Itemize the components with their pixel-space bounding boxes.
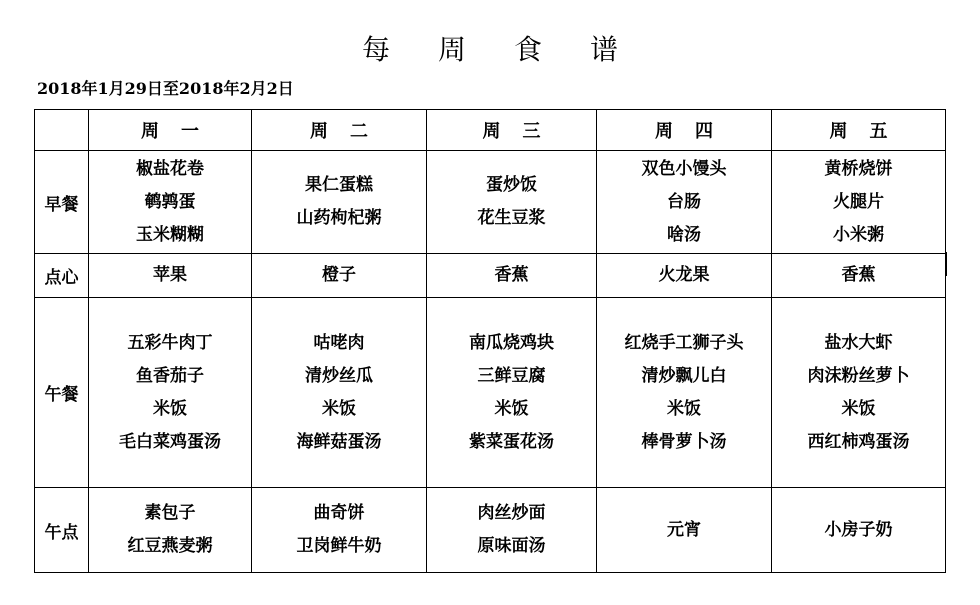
dish-item: 曲奇饼 <box>313 503 365 523</box>
dish-item: 台肠 <box>667 191 701 212</box>
meal-row-breakfast <box>35 151 946 254</box>
dish-item: 苹果 <box>153 265 187 285</box>
dish-item: 米饭 <box>153 398 187 419</box>
dish-item: 椒盐花卷 <box>136 158 204 179</box>
dish-item: 元宵 <box>667 519 701 540</box>
menu-cell <box>597 151 772 254</box>
menu-cell <box>252 254 427 298</box>
dish-item: 肉沫粉丝萝卜 <box>807 365 910 386</box>
day-header-wed: 周三 <box>427 110 597 151</box>
menu-cell <box>772 488 946 573</box>
menu-cell <box>427 488 597 573</box>
dish-item: 果仁蛋糕 <box>305 175 373 195</box>
menu-cell <box>89 254 252 298</box>
dish-item: 黄桥烧饼 <box>824 158 893 179</box>
day-header-mon: 周一 <box>89 110 252 151</box>
dish-item: 肉丝炒面 <box>477 503 546 523</box>
menu-cell <box>597 254 772 298</box>
dish-item: 啥汤 <box>667 224 701 245</box>
meal-row-snack <box>35 254 946 298</box>
dish-item: 鹌鹑蛋 <box>144 191 196 212</box>
cursor-marker <box>945 252 947 276</box>
dish-item: 卫岗鲜牛奶 <box>296 536 382 556</box>
dish-item: 米饭 <box>841 398 876 419</box>
dish-item: 香蕉 <box>494 265 529 285</box>
day-header-thu: 周四 <box>597 110 772 151</box>
menu-cell <box>772 298 946 488</box>
menu-cell <box>89 298 252 488</box>
dish-item: 香蕉 <box>841 265 876 285</box>
menu-cell <box>89 151 252 254</box>
menu-cell <box>89 488 252 573</box>
day-header-fri: 周五 <box>772 110 946 151</box>
menu-cell <box>427 151 597 254</box>
dish-item: 紫菜蛋花汤 <box>469 431 554 452</box>
header-row <box>35 110 946 151</box>
dish-item: 红烧手工狮子头 <box>624 332 744 353</box>
dish-item: 火龙果 <box>658 265 710 285</box>
dish-item: 清炒飘儿白 <box>641 365 727 386</box>
menu-cell <box>772 254 946 298</box>
dish-item: 棒骨萝卜汤 <box>641 431 727 452</box>
dish-item: 鱼香茄子 <box>136 365 204 386</box>
dish-item: 玉米糊糊 <box>136 224 204 245</box>
dish-item: 五彩牛肉丁 <box>127 332 213 353</box>
dish-item: 三鲜豆腐 <box>477 365 546 386</box>
dish-item: 花生豆浆 <box>477 208 546 228</box>
menu-cell <box>597 488 772 573</box>
day-header-tue: 周二 <box>252 110 427 151</box>
dish-item: 米饭 <box>322 398 356 419</box>
dish-item: 南瓜烧鸡块 <box>469 332 554 353</box>
dish-item: 小房子奶 <box>824 519 893 540</box>
dish-item: 火腿片 <box>833 191 884 212</box>
menu-cell <box>772 151 946 254</box>
meal-row-lunch <box>35 298 946 488</box>
date-range: 2018年1月29日至2018年2月2日 <box>37 79 294 98</box>
meal-name-cell: 点心 <box>35 254 89 298</box>
menu-cell <box>252 151 427 254</box>
dish-item: 米饭 <box>667 398 701 419</box>
dish-item: 米饭 <box>494 398 529 419</box>
dish-item: 红豆燕麦粥 <box>127 536 213 556</box>
meal-name-cell: 早餐 <box>35 151 89 254</box>
meal-name-cell: 午餐 <box>35 298 89 488</box>
dish-item: 双色小馒头 <box>641 158 727 179</box>
menu-cell <box>427 298 597 488</box>
dish-item: 素包子 <box>144 503 196 523</box>
dish-item: 海鲜菇蛋汤 <box>296 431 382 452</box>
dish-item: 清炒丝瓜 <box>305 365 373 386</box>
menu-cell <box>252 488 427 573</box>
dish-item: 毛白菜鸡蛋汤 <box>119 431 221 452</box>
dish-item: 小米粥 <box>833 224 884 245</box>
dish-item: 蛋炒饭 <box>486 175 537 195</box>
meal-row-afternoon-snack <box>35 488 946 573</box>
menu-cell <box>597 298 772 488</box>
dish-item: 盐水大虾 <box>824 332 893 353</box>
dish-item: 西红柿鸡蛋汤 <box>807 431 910 452</box>
dish-item: 咕咾肉 <box>313 332 365 353</box>
menu-cell <box>252 298 427 488</box>
page-title: 每周食谱 <box>361 33 666 66</box>
dish-item: 山药枸杞粥 <box>296 208 382 228</box>
dish-item: 原味面汤 <box>477 536 546 556</box>
menu-cell <box>427 254 597 298</box>
weekly-menu-table <box>34 109 946 573</box>
corner-cell <box>35 110 89 151</box>
meal-name-cell: 午点 <box>35 488 89 573</box>
dish-item: 橙子 <box>322 265 356 285</box>
